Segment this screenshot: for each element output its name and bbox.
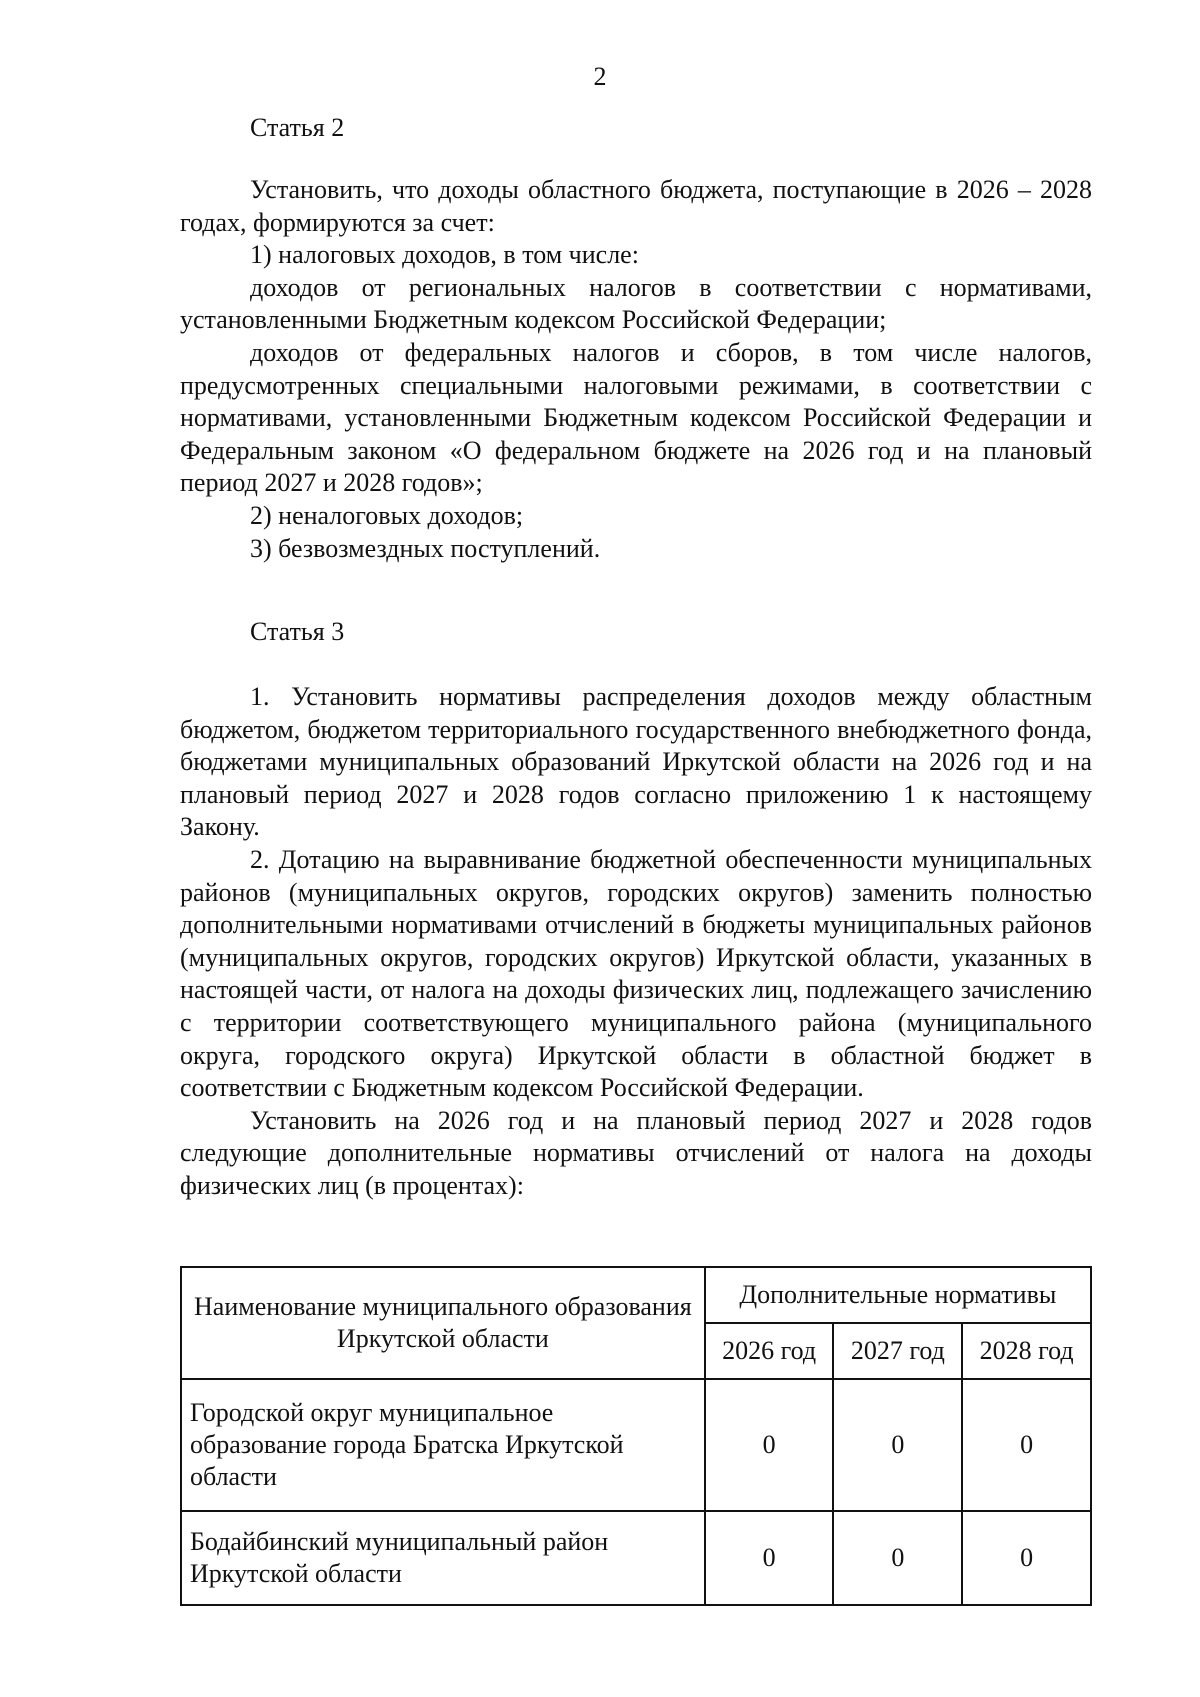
article-2-item-1a: доходов от региональных налогов в соответствии с нормативами, установленными Бюджетным кодексом Российской Федерации; (180, 272, 1092, 335)
header-year: 2028 год (962, 1323, 1091, 1379)
article-3-part-1: 1. Установить нормативы распределения доходов между областным бюджетом, бюджетом территориального государственного внебюджетного фонда, бюджетами муниципальных образований Иркутской области на 2026 год и на плановый период 2027 и 2028 годов согласно приложению 1 к настоящему Закону. (180, 682, 1092, 842)
article-3-part-2: 2. Дотацию на выравнивание бюджетной обеспеченности муниципальных районов (муниципальных округов, городских округов) заменить полностью дополнительными нормативами отчислений в бюджеты муниципальных районов (муниципальных округов, городских округов) Иркутской области, указанных в настоящей части, от налога на доходы физических лиц, подлежащего зачислению с территории соответствующего муниципального района (муниципального округа, городского округа) Иркутской области в областной бюджет в соответствии с Бюджетным кодексом Российской Федерации. (180, 844, 1092, 1103)
table-header-row (181, 1267, 1091, 1323)
row-value: 0 (833, 1511, 962, 1605)
article-2-heading: Статья 2 (250, 113, 345, 142)
row-value: 0 (962, 1379, 1091, 1511)
article-2-item-3: 3) безвозмездных поступлений. (250, 533, 601, 563)
article-3-heading: Статья 3 (250, 617, 345, 646)
page-number: 2 (593, 62, 607, 91)
header-municipality: Наименование муниципального образования Иркутской области (181, 1267, 705, 1379)
normatives-table (180, 1266, 1092, 1606)
row-value: 0 (833, 1379, 962, 1511)
row-municipality-name: Бодайбинский муниципальный район Иркутской области (181, 1511, 705, 1605)
row-value: 0 (705, 1511, 834, 1605)
row-municipality-name: Городской округ муниципальное образование города Братска Иркутской области (181, 1379, 705, 1511)
table-row (181, 1511, 1091, 1605)
row-value: 0 (962, 1511, 1091, 1605)
row-value: 0 (705, 1379, 834, 1511)
article-2-intro: Установить, что доходы областного бюджета, поступающие в 2026 – 2028 годах, формируются за счет: (180, 175, 1092, 237)
header-normatives: Дополнительные нормативы (705, 1267, 1091, 1323)
table-row (181, 1379, 1091, 1511)
article-2-body (180, 174, 1092, 565)
header-year: 2026 год (705, 1323, 834, 1379)
article-3-body (180, 681, 1092, 1203)
header-year: 2027 год (833, 1323, 962, 1379)
article-2-item-1: 1) налоговых доходов, в том числе: (250, 240, 639, 270)
article-3-part-2b: Установить на 2026 год и на плановый период 2027 и 2028 годов следующие дополнительные нормативы отчислений от налога на доходы физических лиц (в процентах): (180, 1105, 1092, 1200)
article-2-item-1b: доходов от федеральных налогов и сборов, в том числе налогов, предусмотренных специальными налоговыми режимами, в соответствии с нормативами, установленными Бюджетным кодексом Российской Федерации и Федеральным законом «О федеральном бюджете на 2026 год и на плановый период 2027 и 2028 годов»; (180, 337, 1092, 498)
article-2-item-2: 2) неналоговых доходов; (250, 500, 524, 530)
